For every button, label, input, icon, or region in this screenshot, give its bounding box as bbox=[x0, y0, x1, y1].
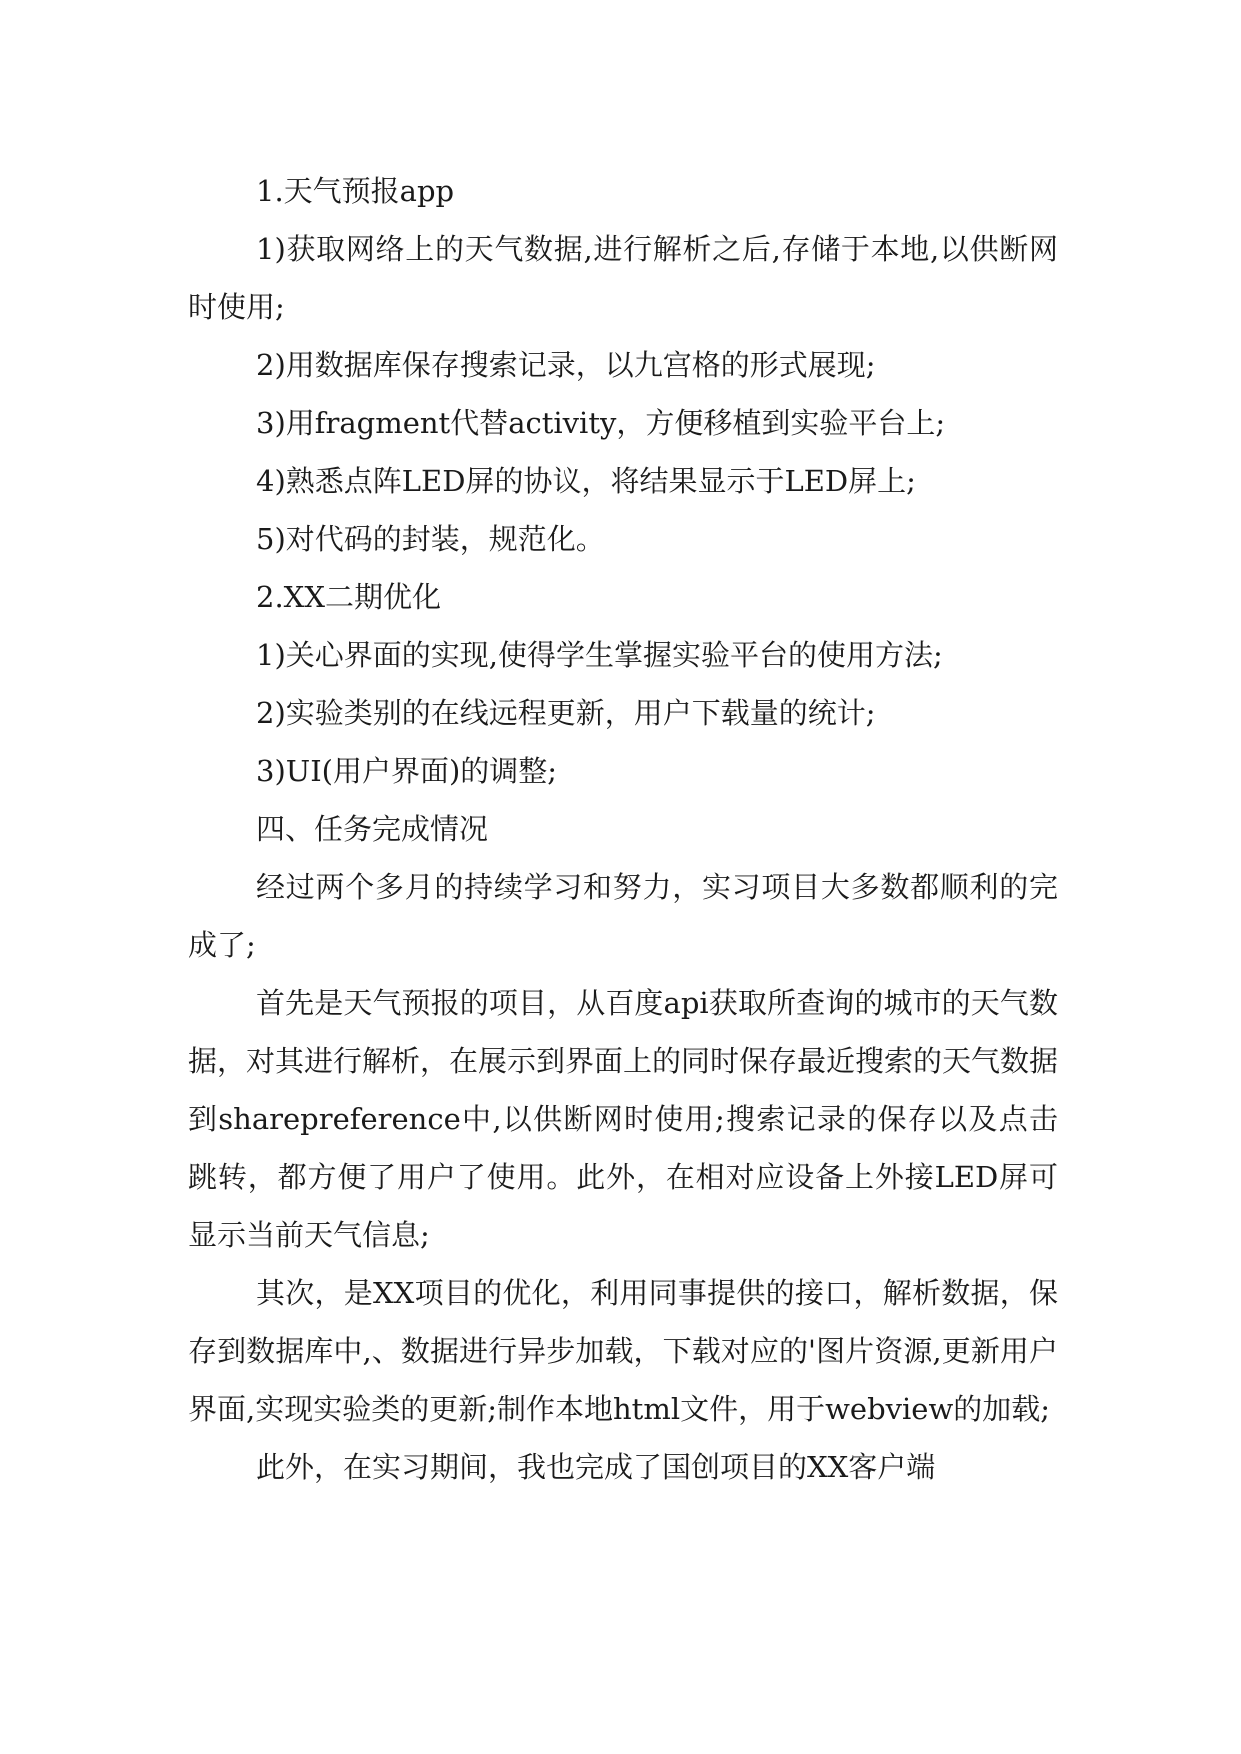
paragraph: 2)用数据库保存搜索记录，以九宫格的形式展现; bbox=[256, 348, 876, 382]
paragraph: 3)UI(用户界面)的调整; bbox=[256, 754, 558, 788]
document-body bbox=[188, 162, 1058, 1496]
paragraph: 3)用fragment代替activity，方便移植到实验平台上; bbox=[256, 406, 946, 440]
paragraph: 经过两个多月的持续学习和努力，实习项目大多数都顺利的完成了; bbox=[188, 870, 1058, 962]
paragraph: 5)对代码的封装，规范化。 bbox=[256, 522, 605, 556]
paragraph: 1)关心界面的实现,使得学生掌握实验平台的使用方法; bbox=[256, 638, 943, 672]
paragraph: 1)获取网络上的天气数据,进行解析之后,存储于本地,以供断网时使用; bbox=[188, 232, 1058, 324]
paragraph: 1.天气预报app bbox=[256, 174, 455, 208]
paragraph: 2)实验类别的在线远程更新，用户下载量的统计; bbox=[256, 696, 876, 730]
paragraph: 首先是天气预报的项目，从百度api获取所查询的城市的天气数据，对其进行解析，在展示到界面上的同时保存最近搜索的天气数据到sharepreference中,以供断网时使用;搜索记录的保存以及点击跳转，都方便了用户了使用。此外，在相对应设备上外接LED屏可显示当前天气信息; bbox=[188, 986, 1059, 1252]
paragraph: 其次，是XX项目的优化，利用同事提供的接口，解析数据，保存到数据库中,、数据进行异步加载，下载对应的'图片资源,更新用户界面,实现实验类的更新;制作本地html文件，用于webview的加载; bbox=[188, 1276, 1058, 1426]
paragraph: 4)熟悉点阵LED屏的协议，将结果显示于LED屏上; bbox=[256, 464, 916, 498]
section-heading: 四、任务完成情况 bbox=[256, 812, 489, 846]
paragraph: 此外，在实习期间，我也完成了国创项目的XX客户端 bbox=[256, 1450, 936, 1484]
section-heading: 2.XX二期优化 bbox=[256, 580, 441, 614]
